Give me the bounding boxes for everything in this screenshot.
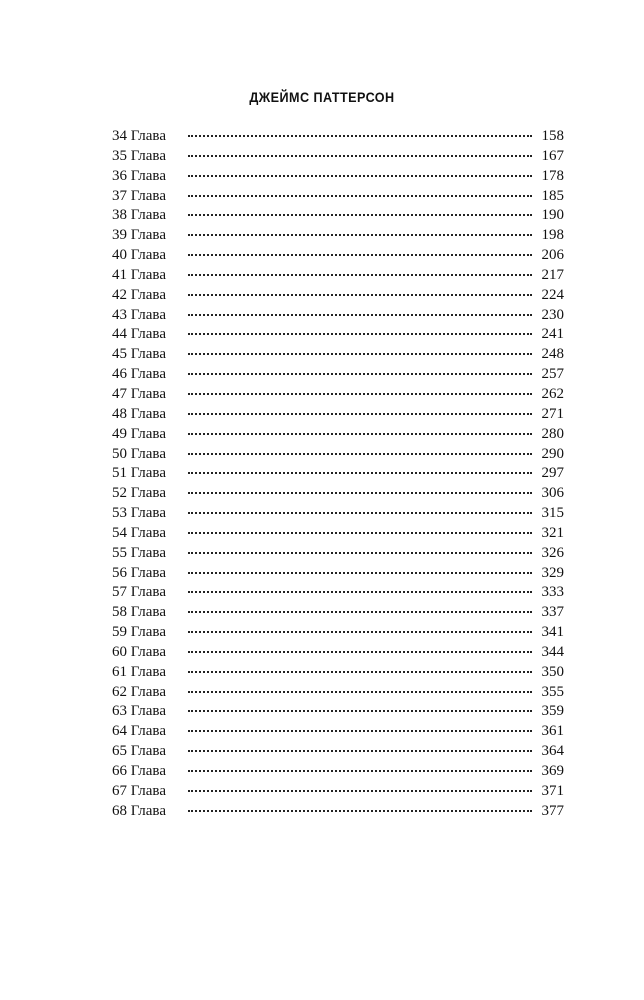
toc-entry bbox=[112, 802, 564, 822]
dot-leader bbox=[188, 135, 532, 137]
toc-entry-label: 59 Глава bbox=[112, 624, 166, 641]
toc-entry-label: 57 Глава bbox=[112, 584, 166, 601]
toc-entry-page-number: 290 bbox=[541, 445, 564, 462]
toc-entry-label: 48 Глава bbox=[112, 405, 166, 422]
toc-entry bbox=[112, 445, 564, 465]
dot-leader bbox=[188, 373, 532, 375]
toc-entry-page-number: 377 bbox=[541, 802, 564, 819]
dot-leader bbox=[188, 353, 532, 355]
dot-leader bbox=[188, 691, 532, 693]
dot-leader bbox=[188, 472, 532, 474]
toc-entry bbox=[112, 325, 564, 345]
toc-entry-label: 46 Глава bbox=[112, 366, 166, 383]
running-head: ДЖЕЙМС ПАТТЕРСОН bbox=[249, 89, 395, 105]
toc-entry-page-number: 371 bbox=[541, 782, 564, 799]
dot-leader bbox=[188, 532, 532, 534]
toc-entry-label: 61 Глава bbox=[112, 663, 166, 680]
toc-entry bbox=[112, 663, 564, 683]
toc-entry-label: 41 Глава bbox=[112, 266, 166, 283]
toc-entry-label: 58 Глава bbox=[112, 604, 166, 621]
toc-entry-page-number: 198 bbox=[541, 227, 564, 244]
toc-entry-page-number: 329 bbox=[541, 564, 564, 581]
toc-entry bbox=[112, 484, 564, 504]
toc-entry bbox=[112, 464, 564, 484]
dot-leader bbox=[188, 393, 532, 395]
dot-leader bbox=[188, 254, 532, 256]
dot-leader bbox=[188, 810, 532, 812]
toc-entry-label: 35 Глава bbox=[112, 147, 166, 164]
toc-entry bbox=[112, 702, 564, 722]
toc-entry-page-number: 369 bbox=[541, 763, 564, 779]
toc-entry-page-number: 350 bbox=[541, 663, 564, 680]
toc-entry bbox=[112, 246, 564, 266]
toc-entry-page-number: 257 bbox=[541, 366, 564, 383]
toc-entry bbox=[112, 564, 564, 584]
toc-entry-label: 49 Глава bbox=[112, 425, 166, 442]
dot-leader bbox=[188, 790, 532, 792]
toc-entry-label: 62 Глава bbox=[112, 683, 166, 700]
toc-entry-label: 68 Глава bbox=[112, 802, 166, 819]
toc-entry-label: 47 Глава bbox=[112, 385, 166, 402]
toc-entry-page-number: 167 bbox=[541, 147, 564, 164]
toc-entry-page-number: 333 bbox=[541, 584, 564, 601]
dot-leader bbox=[188, 294, 532, 296]
toc-entry bbox=[112, 286, 564, 306]
toc-entry-label: 52 Глава bbox=[112, 485, 166, 502]
toc-entry bbox=[112, 583, 564, 603]
dot-leader bbox=[188, 413, 532, 415]
toc-entry-label: 55 Глава bbox=[112, 544, 166, 561]
toc-entry bbox=[112, 742, 564, 762]
toc-entry bbox=[112, 147, 564, 167]
toc-entry-page-number: 280 bbox=[541, 425, 564, 442]
toc-entry-label: 65 Глава bbox=[112, 743, 166, 760]
toc-entry bbox=[112, 722, 564, 742]
toc-entry-label: 34 Глава bbox=[112, 128, 166, 144]
toc-entry-page-number: 206 bbox=[541, 247, 564, 264]
toc-entry-label: 38 Глава bbox=[112, 207, 166, 224]
toc-entry-page-number: 190 bbox=[541, 207, 564, 224]
toc-entry bbox=[112, 504, 564, 524]
toc-entry-label: 44 Глава bbox=[112, 326, 166, 343]
dot-leader bbox=[188, 314, 532, 316]
toc-entry bbox=[112, 306, 564, 326]
toc-entry-label: 43 Глава bbox=[112, 306, 166, 323]
toc-entry-page-number: 344 bbox=[541, 643, 564, 660]
toc-entry-label: 60 Глава bbox=[112, 643, 166, 660]
dot-leader bbox=[188, 175, 532, 177]
dot-leader bbox=[188, 730, 532, 732]
toc-entry-page-number: 359 bbox=[541, 703, 564, 720]
toc-entry bbox=[112, 405, 564, 425]
toc-entry-page-number: 297 bbox=[541, 465, 564, 482]
toc-entry-label: 50 Глава bbox=[112, 445, 166, 462]
toc-entry bbox=[112, 782, 564, 802]
toc-entry-label: 36 Глава bbox=[112, 167, 166, 184]
dot-leader bbox=[188, 552, 532, 554]
dot-leader bbox=[188, 333, 532, 335]
toc-entry-page-number: 217 bbox=[541, 266, 564, 283]
dot-leader bbox=[188, 572, 532, 574]
toc-entry-label: 42 Глава bbox=[112, 286, 166, 303]
dot-leader bbox=[188, 770, 532, 772]
toc-entry-page-number: 364 bbox=[541, 743, 564, 760]
toc-entry-page-number: 326 bbox=[541, 544, 564, 561]
toc-entry-page-number: 158 bbox=[541, 128, 564, 144]
toc-entry-label: 54 Глава bbox=[112, 524, 166, 541]
toc-entry-label: 45 Глава bbox=[112, 346, 166, 363]
toc-entry-label: 37 Глава bbox=[112, 187, 166, 204]
toc-entry-label: 51 Глава bbox=[112, 465, 166, 482]
dot-leader bbox=[188, 492, 532, 494]
toc-entry-page-number: 262 bbox=[541, 385, 564, 402]
toc-entry-page-number: 361 bbox=[541, 723, 564, 740]
toc-entry-label: 63 Глава bbox=[112, 703, 166, 720]
toc-entry bbox=[112, 226, 564, 246]
toc-entry-page-number: 355 bbox=[541, 683, 564, 700]
toc-entry bbox=[112, 187, 564, 207]
toc-entry bbox=[112, 643, 564, 663]
toc-entry bbox=[112, 603, 564, 623]
toc-entry bbox=[112, 762, 564, 782]
table-of-contents bbox=[112, 127, 564, 822]
toc-entry-label: 66 Глава bbox=[112, 763, 166, 779]
toc-entry-page-number: 306 bbox=[541, 485, 564, 502]
dot-leader bbox=[188, 453, 532, 455]
dot-leader bbox=[188, 274, 532, 276]
dot-leader bbox=[188, 433, 532, 435]
dot-leader bbox=[188, 611, 532, 613]
toc-entry bbox=[112, 206, 564, 226]
toc-entry-page-number: 230 bbox=[541, 306, 564, 323]
toc-entry-page-number: 271 bbox=[541, 405, 564, 422]
dot-leader bbox=[188, 234, 532, 236]
toc-entry bbox=[112, 365, 564, 385]
toc-entry bbox=[112, 524, 564, 544]
toc-entry bbox=[112, 683, 564, 703]
toc-entry-label: 67 Глава bbox=[112, 782, 166, 799]
dot-leader bbox=[188, 651, 532, 653]
dot-leader bbox=[188, 591, 532, 593]
toc-entry bbox=[112, 544, 564, 564]
dot-leader bbox=[188, 631, 532, 633]
toc-entry-page-number: 315 bbox=[541, 505, 564, 522]
toc-entry-page-number: 224 bbox=[541, 286, 564, 303]
toc-entry bbox=[112, 127, 564, 147]
toc-entry-page-number: 337 bbox=[541, 604, 564, 621]
dot-leader bbox=[188, 750, 532, 752]
toc-entry-page-number: 248 bbox=[541, 346, 564, 363]
toc-entry-label: 56 Глава bbox=[112, 564, 166, 581]
toc-entry bbox=[112, 385, 564, 405]
toc-entry-page-number: 321 bbox=[541, 524, 564, 541]
toc-entry-page-number: 178 bbox=[541, 167, 564, 184]
dot-leader bbox=[188, 512, 532, 514]
dot-leader bbox=[188, 671, 532, 673]
toc-entry bbox=[112, 623, 564, 643]
toc-entry bbox=[112, 345, 564, 365]
dot-leader bbox=[188, 214, 532, 216]
toc-entry-page-number: 185 bbox=[541, 187, 564, 204]
toc-entry-page-number: 341 bbox=[541, 624, 564, 641]
toc-entry bbox=[112, 266, 564, 286]
toc-entry-label: 53 Глава bbox=[112, 505, 166, 522]
toc-entry bbox=[112, 425, 564, 445]
toc-entry bbox=[112, 167, 564, 187]
dot-leader bbox=[188, 710, 532, 712]
dot-leader bbox=[188, 155, 532, 157]
toc-entry-page-number: 241 bbox=[541, 326, 564, 343]
toc-entry-label: 64 Глава bbox=[112, 723, 166, 740]
toc-entry-label: 39 Глава bbox=[112, 227, 166, 244]
toc-entry-label: 40 Глава bbox=[112, 247, 166, 264]
dot-leader bbox=[188, 195, 532, 197]
